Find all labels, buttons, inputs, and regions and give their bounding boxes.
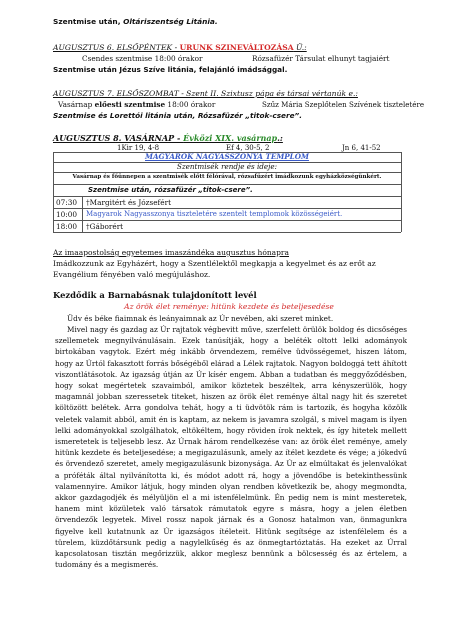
aug7-row-left-prefix: Vasárnap <box>58 100 95 109</box>
aug6-heading-suffix: Ü.: <box>293 43 307 52</box>
mass-time: 18:00 <box>56 222 78 231</box>
reading-3: Jn 6, 41-52 <box>342 144 381 152</box>
aug7-note: Szentmise és Lorettói litánia után, Rózsafüzér „titok-csere”. <box>53 111 303 120</box>
aug8-heading <box>53 134 283 142</box>
article-paragraph-text: Üdv és béke fiaimnak és leányaimnak az Úr nevében, aki szeret minket. <box>67 314 334 323</box>
aug7-row-right: Szűz Mária Szeplőtelen Szívének tiszteletére <box>262 100 425 109</box>
aug6-heading-date: AUGUSZTUS 6. ELSŐPÉNTEK - <box>53 43 180 52</box>
article-subtitle: Az örök élet reménye: hitünk kezdete és beteljesedése <box>124 302 334 311</box>
article-paragraph <box>55 324 407 624</box>
aug6-row-left: Csendes szentmise 18:00 órakor <box>82 54 203 63</box>
aug6-heading <box>53 44 307 52</box>
aug7-row-left <box>58 101 215 108</box>
rosary-exchange-note: Szentmise után, rózsafüzér „titok-csere”. <box>88 186 253 194</box>
litany-note-prefix: Szentmise után, <box>53 17 124 26</box>
mass-time: 10:00 <box>56 210 78 219</box>
aug8-heading-feast: Évközi XIX. vasárnap <box>183 133 278 143</box>
mass-intention: †Margitért és Józsefért <box>86 198 172 207</box>
litany-note-italic: Oltáriszentség Litánia. <box>123 17 218 26</box>
reading-2: Ef 4, 30-5, 2 <box>226 144 270 152</box>
prayer-before-mass-note: Vasárnap és főünnepen a szentmisék előtt félórával, rózsafüzért imádkozunk egyházközségünkért. <box>72 174 382 180</box>
mass-intention: Magyarok Nagyasszonya tiszteletére szentelt templomok közösségeiért. <box>86 210 343 218</box>
aug6-note: Szentmise után Jézus Szíve litánia, felajánló imádsággal. <box>53 65 288 74</box>
prayer-intention-text-2: Evangélium fényében való megújuláshoz. <box>53 270 211 279</box>
mass-time: 07:30 <box>56 198 78 207</box>
reading-1: 1Kir 19, 4-8 <box>117 144 160 152</box>
article-title: Kezdődik a Barnabásnak tulajdonított levél <box>53 290 257 300</box>
prayer-intention-text-1: Imádkozzunk az Egyházért, hogy a Szentlélektől megkapja a kegyelmet és az erőt az <box>53 259 376 268</box>
aug8-heading-date: AUGUSZTUS 8. VASÁRNAP - <box>53 133 184 143</box>
aug7-row-left-bold: előesti szentmise <box>94 100 166 109</box>
aug7-row-left-suffix: 18:00 órakor <box>165 100 216 109</box>
article-paragraph-text: Mivel nagy és gazdag az Úr rajtatok végbevitt műve, szerfelett örülök boldog és dicsőséges szellemetek megnyilvánulásain. Ezek tanúsítják, hogy a beléték oltott lelki adományok birtokában vagytok. Ezért még inkább örvendezem, remélve üdvösségemet, hiszen látom, hogy az Úrtól fakasztott forrás bőségéből elárad a Lélek rajtatok. Nagyon boldoggá tett áhított viszontlátásotok. Az igazság útján az Úr kísér engem. Abban a tudatban és meggyőződésben, hogy sokat megértetek szavaimból, amikor köztetek beszéltek, arra kényszerülök, hogy magamnál jobban szeressetek titeket, hiszen az örök élet reménye által nagy hit és szeretet költözött belétek. Arra gondolva tehát, hogy a ti üdvötök rám is tartozik, és hogyha közölk veletek valamit abból, amit én is kaptam, az nekem is javamra szolgál, s mivel magam is ilyen lelki adományokkal szolgálhatok, eltökéltem, hogy röviden írok nektek, és így hitetek mellett ismeretetek is teljesebb lesz. Az Úrnak három rendelkezése van: az örök élet reménye, amely hitünk kezdete és beteljesedése; a megigazulásunk, amely az ítélet kezdete és vége; a jókedvű és örvendező szeretet, amely megigazulásunk bizonysága. Az Úr az elmúltakat és jelenvalókat a próféták által nyilvánította ki, és módot adott rá, hogy a jövendőbe is betekinthessünk valamennyire. Amikor látjuk, hogy minden olyan rendben következik be, ahogy megmondta, akkor gazdagodjék és mélyüljön el a mi istenfélelmünk. Én pedig nem is mint mesteretek, hanem mint közületek való társatok rámutatok egyre s másra, hogy a jelen életben örvendezők legyetek. Mivel rossz napok járnak és a Gonosz hatalmon van, önmagunkra figyelve kell kutatnunk az Úr igazságos ítéleteit. Hitünk segítsége az istenfélelem és a türelem, küzdőtársunk pedig a nagylelkűség és az önmegtartóztatás. Ha ezeket az Úrral kapcsolatosan tisztán megőrizzük, akkor meglesz bennünk a bölcsesség és az értelem, a tudomány és a megismerés. <box>55 325 407 570</box>
church-name: MAGYAROK NAGYASSZONYA TEMPLOM <box>145 152 309 161</box>
prayer-intention-heading: Az imaapostolság egyetemes imaszándéka augusztus hónapra <box>53 248 289 257</box>
mass-intention: †Gáborért <box>86 222 124 231</box>
aug6-row-right: Rózsafüzér Társulat elhunyt tagjaiért <box>252 54 390 63</box>
aug7-heading: AUGUSZTUS 7. ELSŐSZOMBAT - Szent II. Szixtusz pápa és társai vértanúk e.: <box>53 89 358 98</box>
article-paragraph <box>55 313 407 324</box>
aug6-heading-feast: URUNK SZINEVÁLTOZÁSA <box>179 43 294 52</box>
mass-order-title: Szentmisék rendje és ideje: <box>176 162 278 171</box>
litany-note <box>53 18 218 25</box>
aug8-heading-suffix: .: <box>277 133 283 143</box>
